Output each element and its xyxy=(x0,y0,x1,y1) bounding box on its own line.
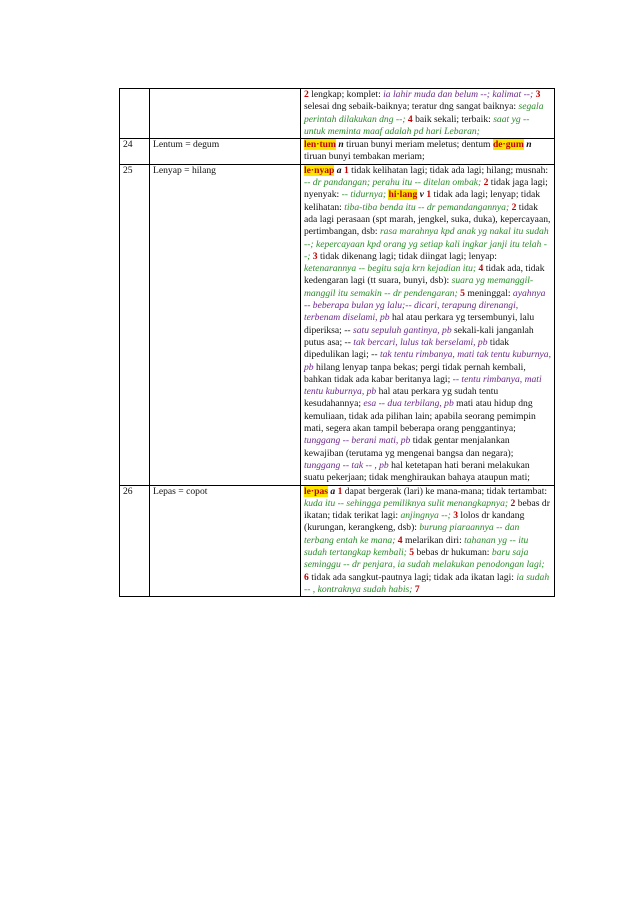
definition-text: tidak gentar menjalankan kewajiban (terutama yg mengenai bangsa dan negara); xyxy=(304,435,514,459)
example-text: ia sudah -- , kontraknya sudah habis; xyxy=(304,571,550,595)
proverb-text: -- tentu rimbanya, mati tentu kuburnya, pb xyxy=(304,373,542,398)
sense-number: 1 xyxy=(343,164,349,176)
definition-text: tidak jaga lagi; nyenyak: xyxy=(304,177,548,201)
sense-number: 6 xyxy=(304,571,309,583)
sense-number: 2 xyxy=(510,497,516,509)
sense-number: 3 xyxy=(535,89,541,100)
definition-text: bebas dr ikatan; tidak terikat lagi: xyxy=(304,497,550,522)
proverb-text: tak tentu rimbanya, mati tak tentu kuburnya, pb xyxy=(304,349,551,373)
headword: le·nyap xyxy=(304,164,335,176)
example-text: rasa marahnya kpd anak yg nakal itu sudah --; kepercayaan kpd orang yg setiap kali ingkar janji itu telah --; xyxy=(304,226,549,262)
definition-text: lolos dr kandang (kurungan, kerangkeng, dsb): xyxy=(304,510,525,534)
sense-number: 5 xyxy=(460,287,465,299)
headword: len·tum xyxy=(304,139,336,151)
definition-text: dapat bergerak (lari) ke mana-mana; tidak tertambat: xyxy=(342,485,548,497)
dictionary-body xyxy=(120,89,555,597)
example-text: tahanan yg -- itu sudah tertangkap kembali; xyxy=(304,534,529,558)
example-text: kuda itu -- sehingga pemiliknya sulit menangkapnya; xyxy=(304,497,509,509)
table-row xyxy=(120,139,555,165)
example-text: -- tidurnya; xyxy=(341,189,387,201)
entry-word xyxy=(150,89,301,139)
table-row xyxy=(120,485,555,597)
word-class: v xyxy=(417,189,427,201)
definition-text: tidak kelihatan lagi; tidak ada lagi; hilang; musnah: xyxy=(348,164,549,176)
proverb-text: tunggang -- berani mati, pb xyxy=(304,435,411,447)
example-text: burung piaraannya -- dan terbang entah ke mana; xyxy=(304,522,520,546)
example-text: baru saja seminggu -- dr penjara, ia sudah melakukan penodongan lagi; xyxy=(304,546,545,571)
definition-text: tidak ada sangkut-pautnya lagi; tidak ada ikatan lagi: xyxy=(308,571,517,583)
definition-text: tidak dipedulikan lagi; -- xyxy=(304,336,510,361)
table-row xyxy=(120,89,555,139)
entry-definition xyxy=(301,485,555,597)
definition-text: tiruan bunyi tembakan meriam; xyxy=(304,151,425,163)
sense-number: 1 xyxy=(426,189,432,201)
dictionary-table xyxy=(119,88,555,597)
headword: hi·lang xyxy=(388,189,418,201)
word-class: a xyxy=(334,164,344,176)
sense-number: 5 xyxy=(409,546,415,558)
entry-word: Lepas = copot xyxy=(150,485,301,597)
sense-number: 4 xyxy=(407,113,413,125)
definition-text: tidak ada lagi; lenyap; tidak kelihatan: xyxy=(304,189,541,213)
word-class: a xyxy=(328,485,338,497)
sense-number: 4 xyxy=(478,263,484,275)
example-text: anjingnya --; xyxy=(400,510,451,522)
entry-definition xyxy=(301,164,555,485)
sense-number: 1 xyxy=(337,485,343,497)
example-text: suara yg memanggil-manggil itu semakin -- dr pendengaran; xyxy=(304,275,534,299)
proverb-text: esa -- dua terbilang, pb xyxy=(363,398,454,410)
definition-text: tidak ada lagi perasaan (spt marah, jengkel, suka, duka), kepercayaan, pertimbangan, dsb: xyxy=(304,201,551,238)
sense-number: 2 xyxy=(483,177,489,189)
definition-text: selesai dng sebaik-baiknya; teratur dng sangat baiknya: xyxy=(304,101,519,113)
word-class: n xyxy=(523,139,532,151)
sense-number: 2 xyxy=(304,89,309,100)
sense-number: 3 xyxy=(312,250,318,262)
entry-word: Lenyap = hilang xyxy=(150,164,301,485)
entry-number: 26 xyxy=(120,485,150,597)
proverb-text: ia lahir muda dan belum --; kalimat --; xyxy=(383,89,534,100)
definition-text: mati atau hidup dng kemuliaan, tidak ada pilihan lain; apabila seorang pemimpin mati, segera akan tampil beberapa orang penggantinya; xyxy=(304,398,536,435)
proverb-text: satu sepuluh gantinya, pb xyxy=(353,324,452,336)
example-text: segala perintah dilakukan dng --; xyxy=(304,101,544,125)
proverb-text: tunggang -- tak -- , pb xyxy=(304,459,389,471)
example-text: saat yg -- untuk meminta maaf adalah pd hari Lebaran; xyxy=(304,113,530,137)
entry-number: 24 xyxy=(120,139,150,165)
proverb-text: tak bercari, lulus tak berselami, pb xyxy=(353,336,488,348)
definition-text: meninggal: xyxy=(464,287,513,299)
definition-text: hal atau perkara yg sudah tentu kesudahannya; xyxy=(304,386,499,410)
example-text: -- dr pandangan; perahu itu -- ditelan ombak; xyxy=(304,177,482,189)
definition-text: bebas dr hukuman: xyxy=(414,546,492,558)
definition-text: lengkap; komplet: xyxy=(308,89,384,100)
definition-text: sekali-kali janganlah putus asa; -- xyxy=(304,324,534,348)
headword: le·pas xyxy=(304,485,328,497)
definition-text: tiruan bunyi meriam meletus; dentum xyxy=(343,139,493,151)
table-row xyxy=(120,164,555,485)
sense-number: 7 xyxy=(414,583,420,595)
example-text: ketenarannya -- begitu saja krn kejadian itu; xyxy=(304,263,477,275)
proverb-text: ayahnya -- beberapa bulan yg lalu;-- dicari, terapung direnangi, terbenam diselami, pb xyxy=(304,287,546,324)
sense-number: 3 xyxy=(453,510,459,522)
sense-number: 2 xyxy=(511,201,517,213)
definition-text: melarikan diri: xyxy=(402,534,465,546)
definition-text: baik sekali; terbaik: xyxy=(412,113,494,125)
definition-text: hal ketetapan hati berani melakukan suatu pekerjaan; tidak menghiraukan bahaya ataupun mati; xyxy=(304,459,530,484)
example-text: tiba-tiba benda itu -- dr pemandangannya; xyxy=(344,201,510,213)
entry-word: Lentum = degum xyxy=(150,139,301,165)
entry-definition xyxy=(301,139,555,165)
definition-text: hilang lenyap tanpa bekas; pergi tidak pernah kembali, bahkan tidak ada kabar beritanya lagi; xyxy=(304,361,526,385)
definition-text: tidak ada, tidak kedengaran lagi (tt suara, bunyi, dsb): xyxy=(304,263,545,287)
entry-definition xyxy=(301,89,555,139)
entry-number: 25 xyxy=(120,164,150,485)
definition-text: hal atau perkara yg tersembunyi, lalu diperiksa; -- xyxy=(304,312,535,336)
sense-number: 4 xyxy=(397,534,403,546)
word-class: n xyxy=(335,139,344,151)
definition-text: tidak dikenang lagi; tidak diingat lagi; lenyap: xyxy=(317,250,497,262)
entry-number xyxy=(120,89,150,139)
headword: de·gum xyxy=(492,139,524,151)
